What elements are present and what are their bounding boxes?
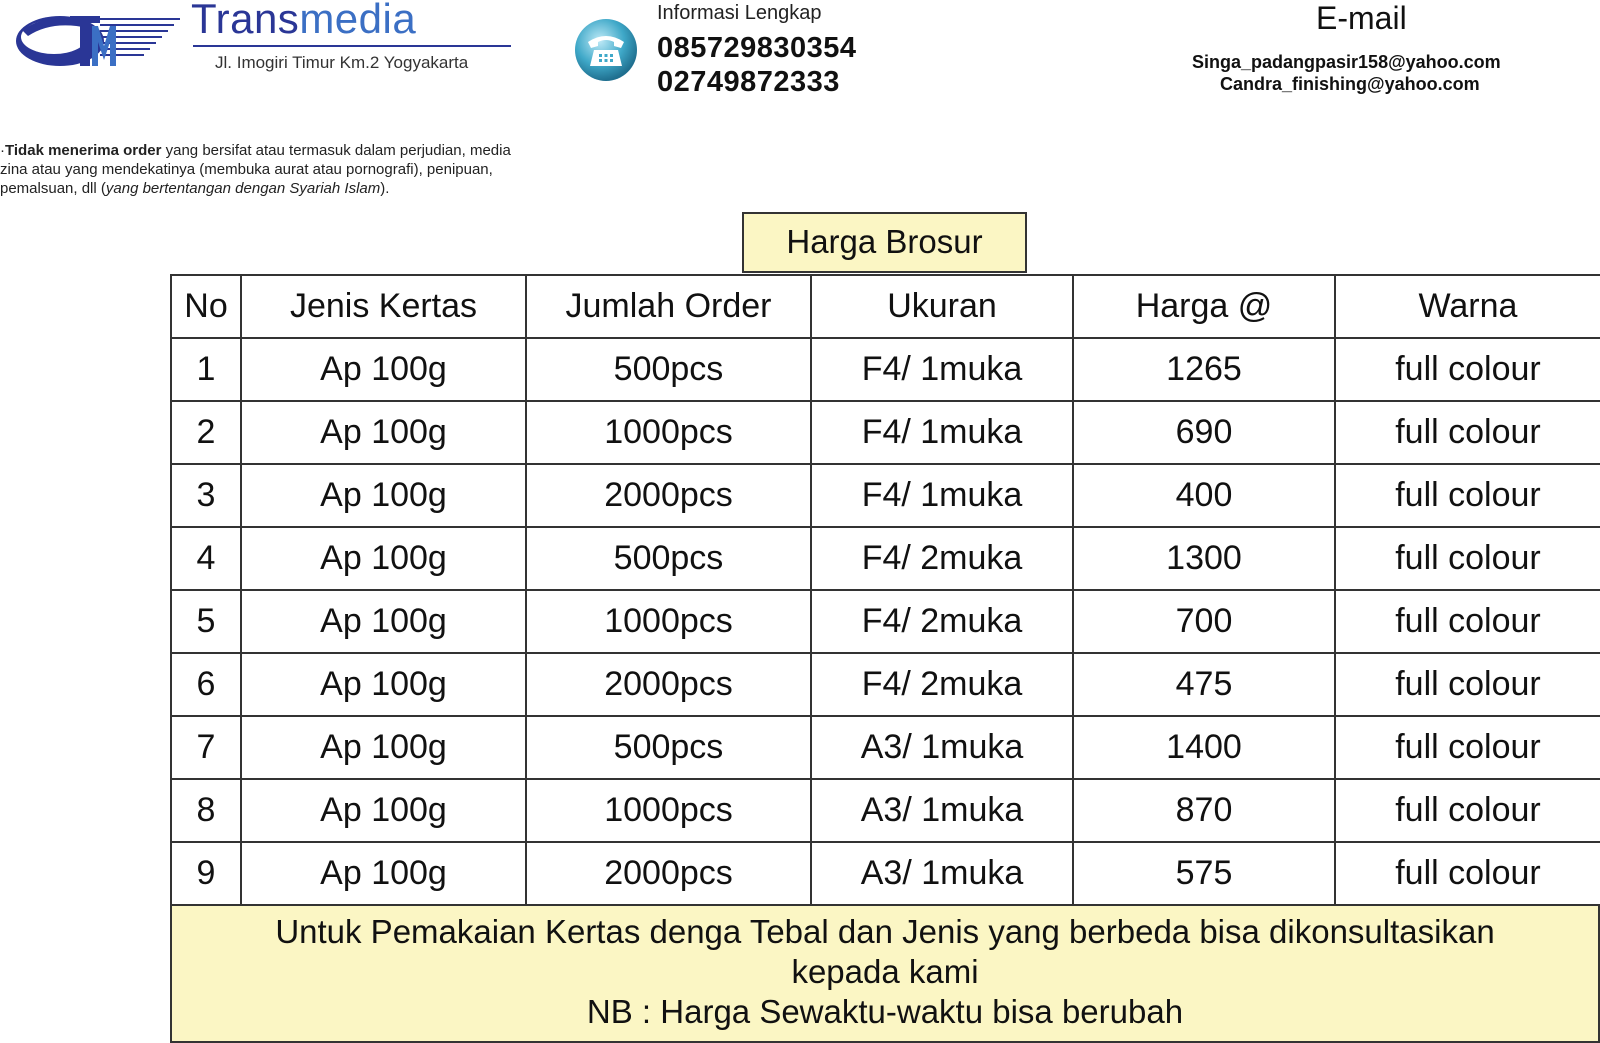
cell-no: 9 [171, 842, 241, 905]
cell-warna: full colour [1335, 716, 1600, 779]
table-row [171, 779, 1600, 842]
cell-harga: 1400 [1073, 716, 1335, 779]
cell-warna: full colour [1335, 401, 1600, 464]
brand-name-part-2: media [299, 0, 417, 42]
table-row [171, 527, 1600, 590]
column-header-jenis-kertas: Jenis Kertas [241, 275, 526, 338]
cell-no: 7 [171, 716, 241, 779]
cell-jumlah-order: 1000pcs [526, 590, 811, 653]
telephone-icon [574, 18, 638, 82]
contact-info-label: Informasi Lengkap [657, 2, 822, 24]
cell-harga: 475 [1073, 653, 1335, 716]
table-header-row [171, 275, 1600, 338]
footer-line-1: Untuk Pemakaian Kertas denga Tebal dan Jenis yang berbeda bisa dikonsultasikan [275, 913, 1495, 950]
cell-jumlah-order: 1000pcs [526, 401, 811, 464]
cell-harga: 700 [1073, 590, 1335, 653]
cell-harga: 870 [1073, 779, 1335, 842]
email-title: E-mail [1316, 0, 1407, 36]
brand-name [191, 0, 416, 44]
cell-no: 1 [171, 338, 241, 401]
cell-jumlah-order: 2000pcs [526, 653, 811, 716]
cell-no: 6 [171, 653, 241, 716]
cell-jenis-kertas: Ap 100g [241, 653, 526, 716]
column-header-no: No [171, 275, 241, 338]
cell-jenis-kertas: Ap 100g [241, 590, 526, 653]
cell-jumlah-order: 2000pcs [526, 464, 811, 527]
notice-text-2: ). [380, 180, 390, 197]
cell-harga: 1300 [1073, 527, 1335, 590]
cell-jenis-kertas: Ap 100g [241, 401, 526, 464]
cell-no: 2 [171, 401, 241, 464]
cell-warna: full colour [1335, 464, 1600, 527]
cell-no: 5 [171, 590, 241, 653]
cell-harga: 575 [1073, 842, 1335, 905]
cell-ukuran: F4/ 1muka [811, 464, 1073, 527]
phone-number-2: 02749872333 [657, 66, 840, 98]
table-row [171, 716, 1600, 779]
cell-no: 3 [171, 464, 241, 527]
notice-bold-lead: Tidak menerima order [5, 142, 162, 159]
cell-harga: 690 [1073, 401, 1335, 464]
cell-jenis-kertas: Ap 100g [241, 779, 526, 842]
cell-jenis-kertas: Ap 100g [241, 338, 526, 401]
cell-ukuran: F4/ 2muka [811, 653, 1073, 716]
brand-underline [193, 45, 511, 47]
cell-warna: full colour [1335, 653, 1600, 716]
cell-harga: 1265 [1073, 338, 1335, 401]
email-address-1: Singa_padangpasir158@yahoo.com [1192, 52, 1501, 72]
table-row [171, 842, 1600, 905]
cell-jenis-kertas: Ap 100g [241, 716, 526, 779]
cell-ukuran: A3/ 1muka [811, 842, 1073, 905]
cell-jumlah-order: 500pcs [526, 338, 811, 401]
phone-number-1: 085729830354 [657, 32, 857, 64]
cell-warna: full colour [1335, 842, 1600, 905]
cell-jenis-kertas: Ap 100g [241, 842, 526, 905]
price-table-title: Harga Brosur [742, 212, 1027, 273]
price-table [170, 274, 1600, 906]
cell-ukuran: F4/ 2muka [811, 590, 1073, 653]
cell-warna: full colour [1335, 779, 1600, 842]
cell-jumlah-order: 500pcs [526, 527, 811, 590]
cell-jenis-kertas: Ap 100g [241, 527, 526, 590]
cell-jumlah-order: 500pcs [526, 716, 811, 779]
cell-ukuran: F4/ 1muka [811, 338, 1073, 401]
column-header-ukuran: Ukuran [811, 275, 1073, 338]
cell-no: 8 [171, 779, 241, 842]
cell-jenis-kertas: Ap 100g [241, 464, 526, 527]
cell-harga: 400 [1073, 464, 1335, 527]
cell-jumlah-order: 2000pcs [526, 842, 811, 905]
email-address-2: Candra_finishing@yahoo.com [1220, 74, 1480, 94]
table-row [171, 338, 1600, 401]
table-row [171, 401, 1600, 464]
cell-ukuran: F4/ 2muka [811, 527, 1073, 590]
footer-line-3: NB : Harga Sewaktu-waktu bisa berubah [586, 993, 1184, 1030]
price-table-footer-note [170, 906, 1600, 1043]
notice-italic: yang bertentangan dengan Syariah Islam [105, 180, 381, 197]
table-row [171, 653, 1600, 716]
table-row [171, 590, 1600, 653]
cell-ukuran: A3/ 1muka [811, 716, 1073, 779]
notice-text-1: yang bersifat atau termasuk dalam perjudian, media zina atau yang mendekatinya (membuka aurat atau pornografi), penipuan, pemalsuan, dll ( [0, 142, 511, 197]
cell-jumlah-order: 1000pcs [526, 779, 811, 842]
cell-ukuran: A3/ 1muka [811, 779, 1073, 842]
column-header-harga: Harga @ [1073, 275, 1335, 338]
brand-name-part-1: Trans [191, 0, 300, 42]
table-row [171, 464, 1600, 527]
cell-warna: full colour [1335, 590, 1600, 653]
footer-line-2: kepada kami [791, 953, 979, 990]
order-policy-notice: ·Tidak menerima order yang bersifat atau termasuk dalam perjudian, media zina atau yang mendekatinya (membuka aurat atau pornografi), penipuan, pemalsuan, dll (yang bertentangan dengan Syariah Islam). [0, 142, 511, 197]
transmedia-logo-icon [8, 8, 180, 70]
cell-warna: full colour [1335, 338, 1600, 401]
column-header-jumlah-order: Jumlah Order [526, 275, 811, 338]
cell-ukuran: F4/ 1muka [811, 401, 1073, 464]
column-header-warna: Warna [1335, 275, 1600, 338]
cell-no: 4 [171, 527, 241, 590]
cell-warna: full colour [1335, 527, 1600, 590]
brand-address: Jl. Imogiri Timur Km.2 Yogyakarta [215, 53, 469, 72]
